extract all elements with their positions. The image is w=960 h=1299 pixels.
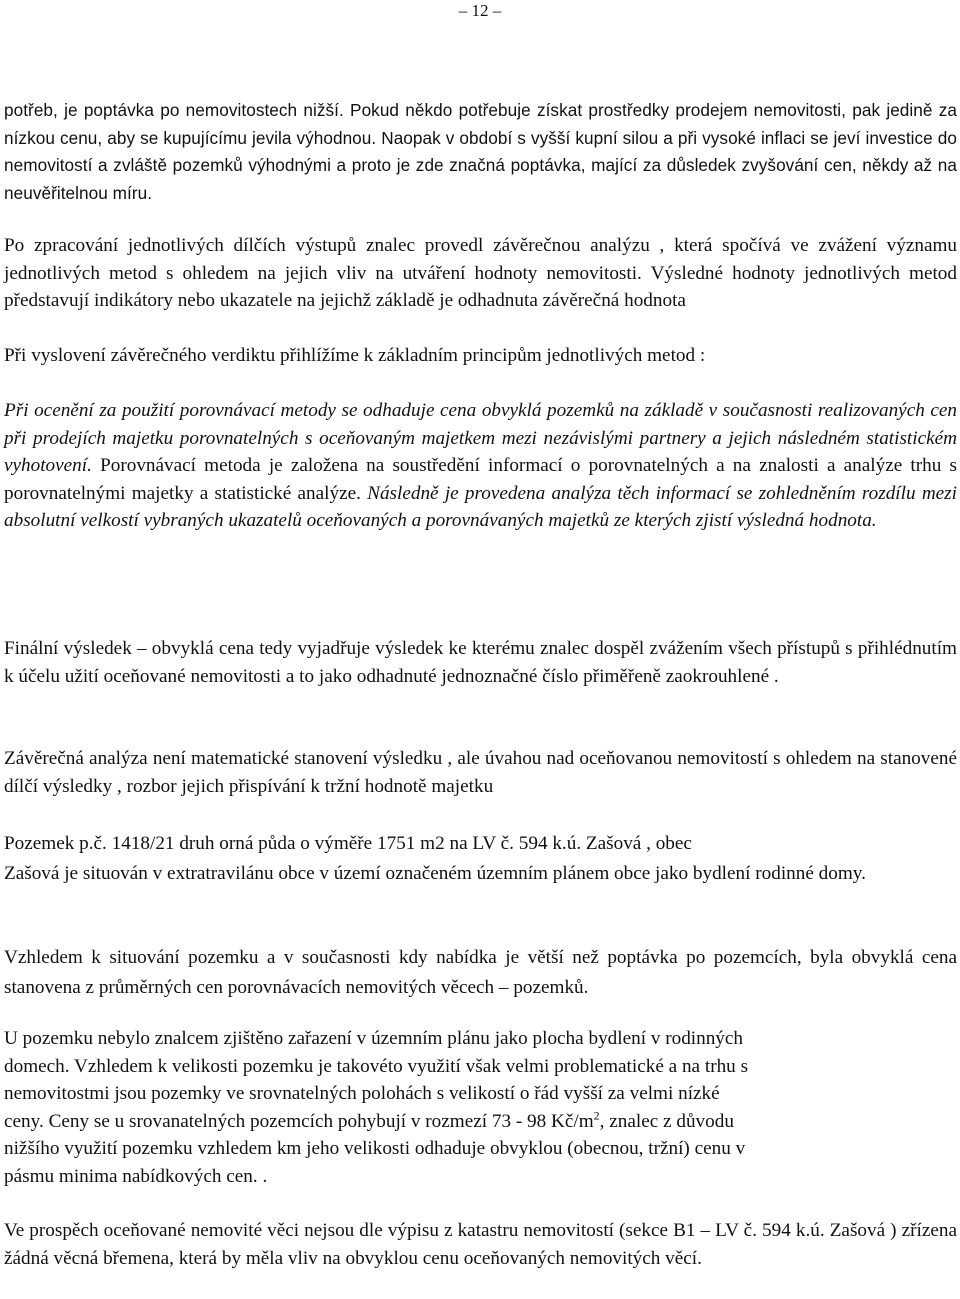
- paragraph-comparative-method: [4, 397, 957, 535]
- zoning-line-5: nižšího využití pozemku vzhledem km jeho velikosti odhaduje obvyklou (obecnou, tržní) cenu v: [4, 1138, 746, 1159]
- zoning-line-2: domech. Vzhledem k velikosti pozemku je takovéto využití však velmi problematické a na trhu s: [4, 1055, 749, 1077]
- plot-description-line-1: Pozemek p.č. 1418/21 druh orná půda o výměře 1751 m2 na LV č. 594 k.ú. Zašová , obec: [4, 833, 692, 854]
- zoning-line-4: [4, 1108, 957, 1136]
- comparative-method-italic-1: Při ocenění za použití porovnávací metody se odhaduje cena obvyklá pozemků na základě v současnosti realizovaných cen při prodejích majetku porovnatelných s oceňovaným majetkem mezi nezávislými partnery a jejich následném statistickém vyhotovení.: [4, 400, 957, 476]
- zoning-line-4-text: ceny. Ceny se u srovanatelných pozemcích pohybují v rozmezí 73 - 98 Kč/m: [4, 1110, 594, 1132]
- paragraph-price-determination: Vzhledem k situování pozemku a v současnosti kdy nabídka je větší než poptávka po pozemcích, byla obvyklá cena stanovena z průměrných cen porovnávacích nemovitých věcech – pozemků.: [4, 947, 957, 998]
- zoning-line-3: nemovitostmi jsou pozemky ve srovnatelných polohách s velikostí o řád vyšší za velmi nízké: [4, 1083, 720, 1104]
- paragraph-zoning-plan: [4, 1025, 957, 1190]
- paragraph-easements: Ve prospěch oceňované nemovité věci nejsou dle výpisu z katastru nemovitostí (sekce B1 – LV č. 594 k.ú. Zašová ) zřízena žádná věcná břemena, která by měla vliv na obvyklou cenu oceňovaných nemovitých věcí.: [4, 1220, 957, 1269]
- plot-description-rest: Zašová je situován v extratravilánu obce v území označeném územním plánem obce jako bydlení rodinné domy.: [4, 863, 866, 884]
- zoning-line-4-end: , znalec z důvodu: [599, 1110, 734, 1132]
- paragraph-verdict-principles: Při vyslovení závěrečného verdiktu přihlížíme k základním principům jednotlivých metod :: [4, 345, 706, 366]
- paragraph-final-result: Finální výsledek – obvyklá cena tedy vyjadřuje výsledek ke kterému znalec dospěl zvážením všech přístupů s přihlédnutím k účelu užití oceňované nemovitosti a to jako odhadnuté jednoznačné číslo přiměřeně zaokrouhlené .: [4, 638, 957, 687]
- paragraph-market-demand: potřeb, je poptávka po nemovitostech nižší. Pokud někdo potřebuje získat prostředky prodejem nemovitosti, pak jedině za nízkou cenu, aby se kupujícímu jevila výhodnou. Naopak v období s vyšší kupní silou a při vysoké inflaci se jeví investice do nemovitostí a zvláště pozemků výhodnými a proto je zde značná poptávka, mající za důsledek zvyšování cen, někdy až na neuvěřitelnou míru.: [4, 100, 957, 203]
- paragraph-final-analysis-definition: Závěrečná analýza není matematické stanovení výsledku , ale úvahou nad oceňovanou nemovitostí s ohledem na stanovené dílčí výsledky , rozbor jejich přispívání k tržní hodnotě majetku: [4, 748, 957, 797]
- zoning-line-1: U pozemku nebylo znalcem zjištěno zařazení v územním plánu jako plocha bydlení v rodinných: [4, 1028, 744, 1049]
- comparative-method-regular: Porovnávací metoda je založena na soustředění informací o porovnatelných a na znalosti a analýze trhu s porovnatelnými majetky a statistické analýze.: [4, 455, 957, 504]
- superscript-2: 2: [593, 1108, 600, 1123]
- page-number: ‒ 12 ‒: [458, 1, 502, 20]
- zoning-line-6: pásmu minima nabídkových cen. .: [4, 1165, 268, 1187]
- paragraph-final-analysis: Po zpracování jednotlivých dílčích výstupů znalec provedl závěrečnou analýzu , která spočívá ve zvážení významu jednotlivých metod s ohledem na jejich vliv na utváření hodnoty nemovitosti. Výsledné hodnoty jednotlivých metod představují indikátory nebo ukazatele na jejichž základě je odhadnuta závěrečná hodnota: [4, 235, 957, 311]
- comparative-method-italic-2: Následně je provedena analýza těch informací se zohledněním rozdílu mezi absolutní velkostí vybraných ukazatelů oceňovaných a porovnávaných majetků ze kterých zjistí výsledná hodnota.: [4, 482, 957, 531]
- paragraph-plot-description: [4, 829, 957, 889]
